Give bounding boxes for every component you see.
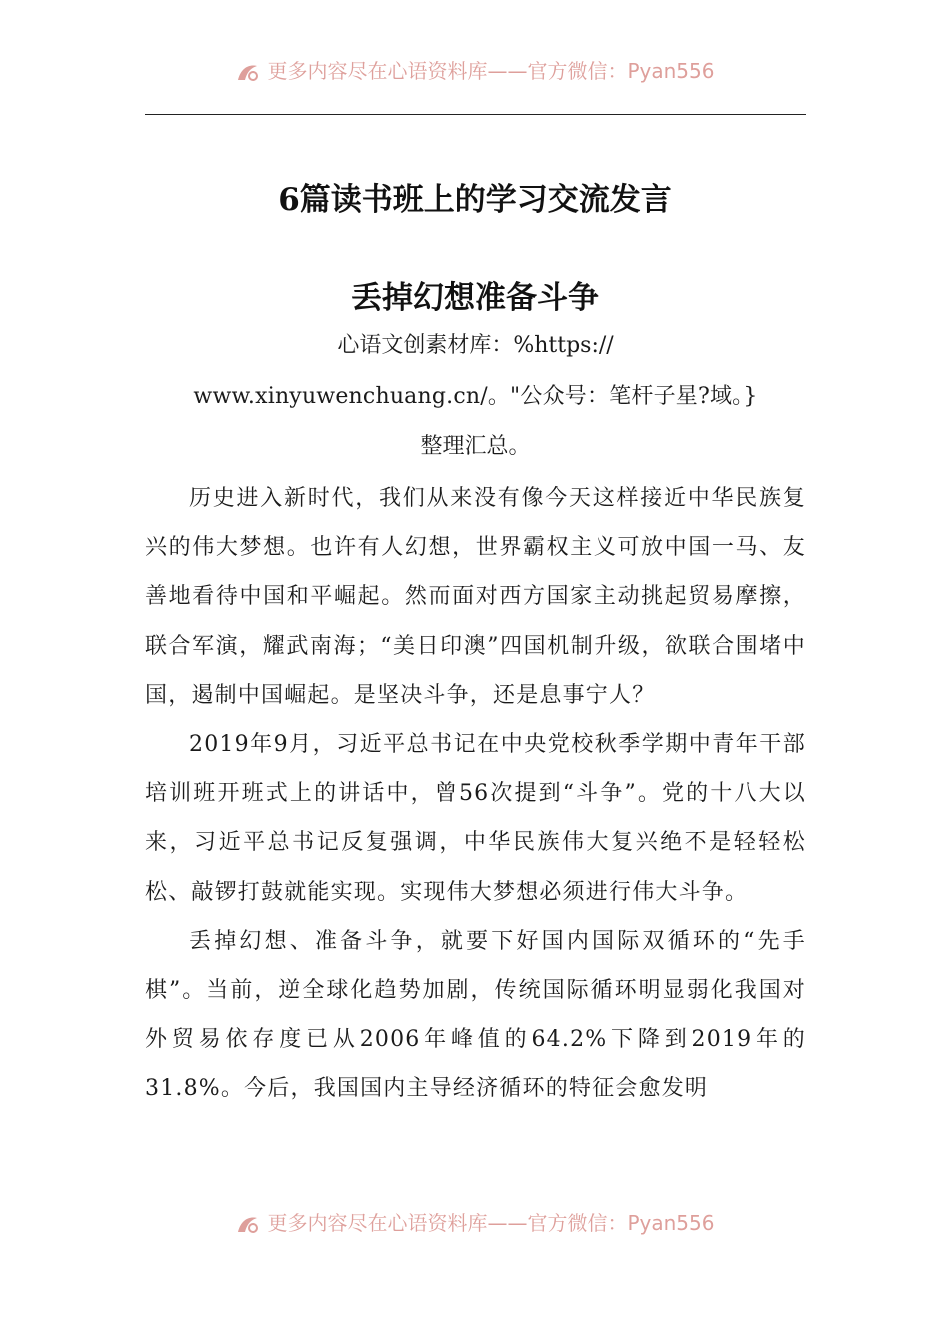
paragraph: 2019年9月，习近平总书记在中央党校秋季学期中青年干部培训班开班式上的讲话中，曾56次提到“斗争”。党的十八大以来，习近平总书记反复强调，中华民族伟大复兴绝不是轻轻松松、敲锣打鼓就能实现。实现伟大梦想必须进行伟大斗争。 — [145, 732, 806, 905]
article-title: 丢掉幻想准备斗争 — [351, 280, 599, 316]
paragraph: 丢掉幻想、准备斗争，就要下好国内国际双循环的“先手棋”。当前，逆全球化趋势加剧，传统国际循环明显弱化我国对外贸易依存度已从2006年峰值的64.2%下降到2019年的31.8%。今后，我国国内主导经济循环的特征会愈发明 — [145, 928, 806, 1102]
logo-icon — [235, 1214, 261, 1236]
logo-icon — [235, 62, 261, 84]
source-line-3: 整理汇总。 — [420, 434, 531, 459]
source-line-2: www.xinyuwenchuang.cn/。"公众号：笔杆子星?域。} — [193, 384, 758, 409]
article-body — [145, 474, 806, 1114]
watermark-bottom — [0, 1210, 950, 1236]
watermark-text: 更多内容尽在心语资料库——官方微信：Pyan556 — [267, 1211, 715, 1235]
source-line-1: 心语文创素材库：%https:// — [337, 333, 614, 358]
paragraph: 历史进入新时代，我们从来没有像今天这样接近中华民族复兴的伟大梦想。也许有人幻想，世界霸权主义可放中国一马、友善地看待中国和平崛起。然而面对西方国家主动挑起贸易摩擦，联合军演，耀武南海；“美日印澳”四国机制升级，欲联合围堵中国，遏制中国崛起。是坚决斗争，还是息事宁人？ — [145, 486, 806, 708]
header-rule — [145, 114, 806, 115]
document-title: 6篇读书班上的学习交流发言 — [278, 182, 672, 218]
watermark-top — [0, 58, 950, 84]
watermark-text: 更多内容尽在心语资料库——官方微信：Pyan556 — [267, 59, 715, 83]
